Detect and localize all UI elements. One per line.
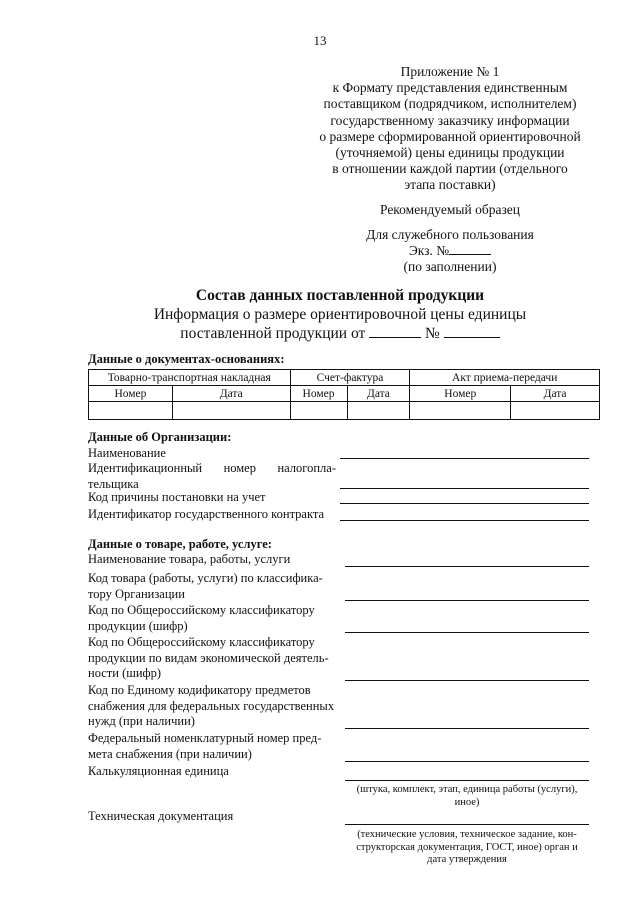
- table-group-row: [89, 370, 600, 386]
- table-column-header: Номер: [410, 386, 511, 402]
- tech-doc-field[interactable]: [345, 824, 589, 825]
- ekps-label: [88, 683, 334, 730]
- calc-unit-label: [88, 764, 229, 780]
- tech-doc-hint-line: (технические условия, техническое задание, кон-: [357, 829, 577, 840]
- okpd-line: ности (шифр): [88, 666, 162, 680]
- org-inn-word: Идентификационный: [88, 461, 203, 475]
- ekps-line: нужд (при наличии): [88, 714, 195, 728]
- tech-doc-label: [88, 809, 233, 825]
- fnn-label: [88, 731, 321, 762]
- table-column-header: Дата: [511, 386, 600, 402]
- annex-line: поставщиком (подрядчиком, исполнителем): [323, 96, 577, 112]
- document-subtitle: [0, 305, 640, 343]
- tech-doc-hint-line: структорская документация, ГОСТ, иное) орган и: [356, 841, 578, 853]
- tech-doc-hint-line: дата утверждения: [427, 854, 507, 865]
- subtitle-line-1: Информация о размере ориентировочной цены единицы: [153, 306, 527, 323]
- recommended-sample: Рекомендуемый образец: [379, 202, 520, 217]
- annex-line: этапа поставки): [404, 177, 496, 193]
- org-inn-field[interactable]: [340, 488, 589, 489]
- okpd-line: Код по Общероссийскому классификатору: [88, 635, 315, 649]
- table-row: [89, 402, 600, 420]
- org-name-label: Наименование: [88, 446, 166, 460]
- subtitle-date-prefix: поставленной продукции от: [180, 325, 366, 342]
- official-use-block: [300, 227, 600, 275]
- annex-line: к Формату представления единственным: [332, 80, 568, 96]
- copy-number-blank[interactable]: [449, 243, 491, 255]
- copy-number-label: Экз. №: [408, 243, 450, 258]
- org-contract-label: Идентификатор государственного контракта: [88, 507, 325, 521]
- table-cell[interactable]: [511, 402, 600, 420]
- org-kpp-label: Код причины постановки на учет: [88, 490, 266, 504]
- org-contract-field[interactable]: [340, 520, 589, 521]
- org-inn-line-1: [88, 461, 336, 477]
- product-name-line: Наименование товара, работы, услуги: [88, 552, 291, 566]
- annex-line: (уточняемой) цены единицы продукции: [335, 145, 565, 161]
- annex-line: в отношении каждой партии (отдельного: [332, 161, 568, 177]
- subtitle-date-blank[interactable]: [369, 324, 421, 338]
- fnn-line: Федеральный номенклатурный номер пред-: [88, 731, 322, 745]
- okpd-label: [88, 635, 329, 682]
- page-number: 13: [313, 33, 327, 48]
- okpd-field[interactable]: [345, 680, 589, 681]
- calc-unit-hint-line: (штука, комплект, этап, единица работы (услуги),: [356, 784, 578, 795]
- calc-unit-line: Калькуляционная единица: [88, 764, 229, 778]
- table-group-header: Акт приема-передачи: [410, 370, 600, 386]
- annex-line: государственному заказчику информации: [330, 112, 570, 128]
- product-heading: Данные о товаре, работе, услуге:: [88, 537, 272, 551]
- calc-unit-hint-line: иное): [454, 796, 480, 808]
- org-inn-label: [88, 461, 336, 492]
- product-code-line: Код товара (работы, услуги) по классифика-: [88, 571, 323, 585]
- org-name-field[interactable]: [340, 458, 589, 459]
- table-group-header: Счет-фактура: [290, 370, 410, 386]
- org-inn-word: налогопла-: [277, 461, 336, 475]
- subtitle-number-blank[interactable]: [444, 324, 500, 338]
- tech-doc-line: Техническая документация: [88, 809, 234, 823]
- fnn-field[interactable]: [345, 761, 589, 762]
- table-column-header: Номер: [290, 386, 347, 402]
- product-code-field[interactable]: [345, 600, 589, 601]
- product-code-line: тору Организации: [88, 586, 185, 601]
- okpd-line: продукции по видам экономической деятель-: [88, 650, 329, 665]
- okp-line: продукции (шифр): [88, 618, 188, 633]
- org-kpp-field[interactable]: [340, 503, 589, 504]
- fnn-line: мета снабжения (при наличии): [88, 746, 252, 761]
- org-inn-line-2: тельщика: [88, 476, 139, 491]
- subtitle-number-sign: №: [425, 325, 440, 342]
- ekps-field[interactable]: [345, 728, 589, 729]
- table-cell[interactable]: [172, 402, 290, 420]
- ekps-line: снабжения для федеральных государственных: [88, 698, 335, 713]
- table-column-header: Номер: [89, 386, 173, 402]
- tech-doc-hint: [345, 829, 589, 867]
- product-code-label: [88, 571, 323, 602]
- product-name-label: [88, 552, 290, 568]
- okp-field[interactable]: [345, 632, 589, 633]
- annex-header: [300, 64, 600, 194]
- table-group-header: Товарно-транспортная накладная: [89, 370, 291, 386]
- annex-line: Приложение № 1: [400, 64, 500, 79]
- annex-line: о размере сформированной ориентировочной: [319, 128, 581, 144]
- organization-heading: Данные об Организации:: [88, 430, 232, 444]
- product-name-field[interactable]: [345, 566, 589, 567]
- copy-note: (по заполнении): [403, 259, 497, 274]
- subtitle-line-2: [0, 324, 640, 343]
- table-column-header: Дата: [347, 386, 410, 402]
- table-column-header: Дата: [172, 386, 290, 402]
- okp-line: Код по Общероссийскому классификатору: [88, 603, 315, 617]
- table-cell[interactable]: [347, 402, 410, 420]
- official-use-label: Для служебного пользования: [366, 227, 534, 242]
- documents-heading: Данные о документах-основаниях:: [88, 352, 285, 366]
- table-cell[interactable]: [290, 402, 347, 420]
- documents-table: [88, 369, 600, 420]
- document-title: Состав данных поставленной продукции: [195, 287, 485, 304]
- org-inn-word: номер: [223, 461, 256, 475]
- ekps-line: Код по Единому кодификатору предметов: [88, 683, 311, 697]
- copy-number-line: [300, 243, 600, 259]
- table-cell[interactable]: [410, 402, 511, 420]
- table-cell[interactable]: [89, 402, 173, 420]
- okp-label: [88, 603, 315, 634]
- table-subheader-row: [89, 386, 600, 402]
- calc-unit-field[interactable]: [345, 780, 589, 781]
- calc-unit-hint: [345, 784, 589, 809]
